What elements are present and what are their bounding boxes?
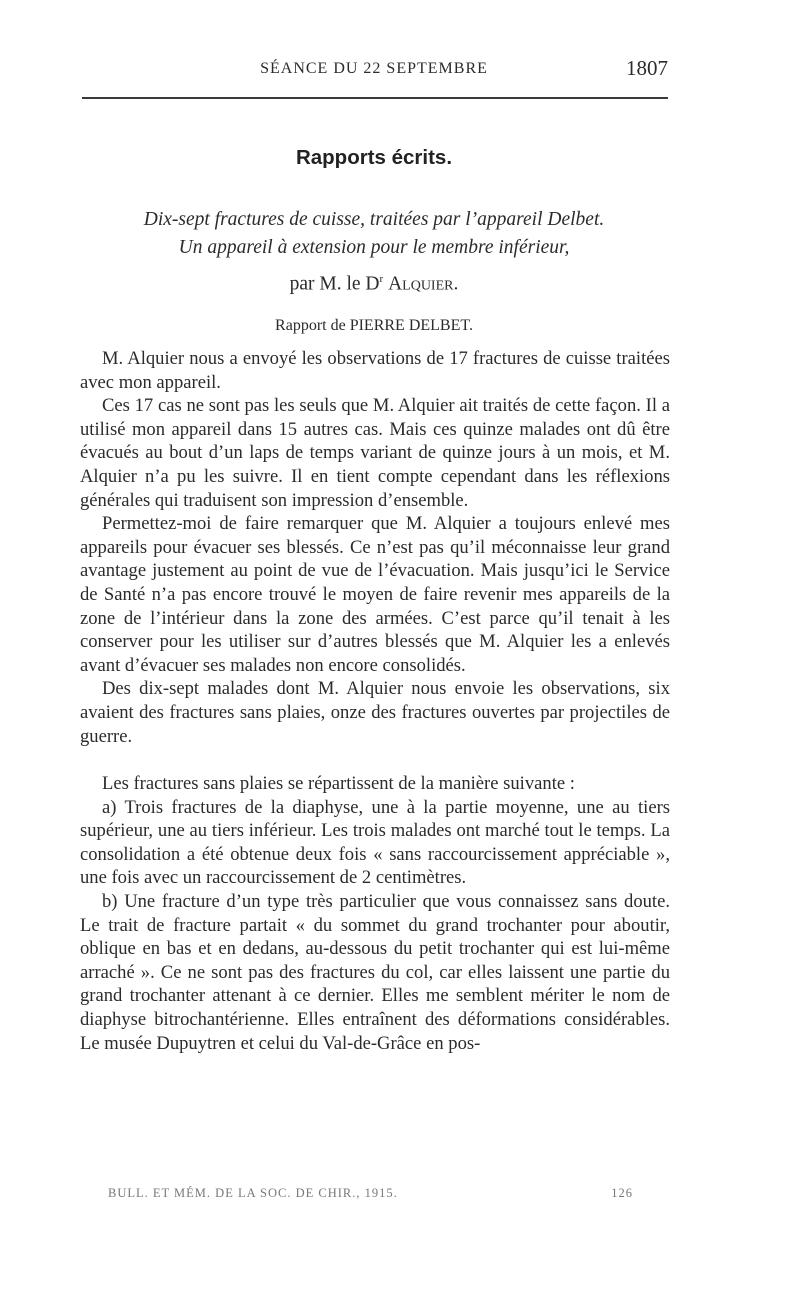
- running-head: [80, 54, 668, 88]
- section-title: Rapports écrits.: [295, 146, 453, 169]
- paragraph: Ces 17 cas ne sont pas les seuls que M. Alquier ait traités de cette façon. Il a utilisé mon appareil dans 15 autres cas. Mais ces quinze malades ont dû être évacués au bout d’un laps de temps variant de quinze jours à un mois, et M. Alquier n’a pu les suivre. Il en tient compte cependant dans les réflexions générales qui traduisent son impression d’ensemble.: [80, 395, 670, 511]
- paragraph: Les fractures sans plaies se répartissent de la manière suivante :: [102, 773, 575, 795]
- byline-author: Alquier.: [388, 273, 459, 295]
- byline-prefix: par M. le D: [289, 273, 380, 295]
- paragraph: b) Une fracture d’un type très particulier que vous connaissez sans doute. Le trait de fracture partait « du sommet du grand trochanter pour aboutir, oblique en bas et en dedans, au-dessous du petit trochanter qui est lui-même arraché ». Ce ne sont pas des fractures du col, car elles laissent une partie du grand trochanter attenant à ce dernier. Elles me semblent mériter le nom de diaphyse bitrochantérienne. Elles entraînent des déformations considérables. Le musée Dupuytren et celui du Val-de-Grâce en pos-: [80, 891, 670, 1054]
- report-by-line: Rapport de PIERRE DELBET.: [275, 317, 473, 334]
- paragraph: Permettez-moi de faire remarquer que M. Alquier a toujours enlevé mes appareils pour évacuer ses blessés. Ce n’est pas qu’il méconnaisse leur grand avantage justement au point de vue de l’évacuation. Mais jusqu’ici le Service de Santé n’a pas encore trouvé le moyen de faire revenir mes appareils de la zone de l’intérieur dans la zone des armées. C’est parce qu’il tenait à les conserver pour les utiliser sur d’autres blessés que M. Alquier les a enlevés avant d’évacuer ses malades non encore consolidés.: [80, 513, 670, 676]
- footer-journal: BULL. ET MÉM. DE LA SOC. DE CHIR., 1915.: [108, 1186, 398, 1200]
- paragraph: M. Alquier nous a envoyé les observations de 17 fractures de cuisse traitées avec mon appareil.: [80, 348, 670, 393]
- running-title: SÉANCE DU 22 SEPTEMBRE: [260, 60, 488, 77]
- page-number: 1807: [626, 56, 668, 80]
- article-title-line-2: Un appareil à extension pour le membre inférieur,: [178, 237, 570, 258]
- header-rule: [82, 97, 668, 99]
- paragraph-gap: [80, 748, 670, 772]
- byline-superscript: r: [379, 273, 384, 285]
- byline: [80, 273, 668, 296]
- paragraph: Des dix-sept malades dont M. Alquier nous envoie les observations, six avaient des fractures sans plaies, onze des fractures ouvertes par projectiles de guerre.: [80, 678, 670, 747]
- paragraph: a) Trois fractures de la diaphyse, une à la partie moyenne, une au tiers supérieur, une au tiers inférieur. Les trois malades ont marché tout le temps. La consolidation a été obtenue deux fois « sans raccourcissement appréciable », une fois avec un raccourcissement de 2 centimètres.: [80, 796, 670, 889]
- body-text: [80, 347, 670, 1055]
- footer-signature-number: 126: [611, 1186, 633, 1200]
- article-title-line-1: Dix-sept fractures de cuisse, traitées par l’appareil Delbet.: [143, 209, 605, 230]
